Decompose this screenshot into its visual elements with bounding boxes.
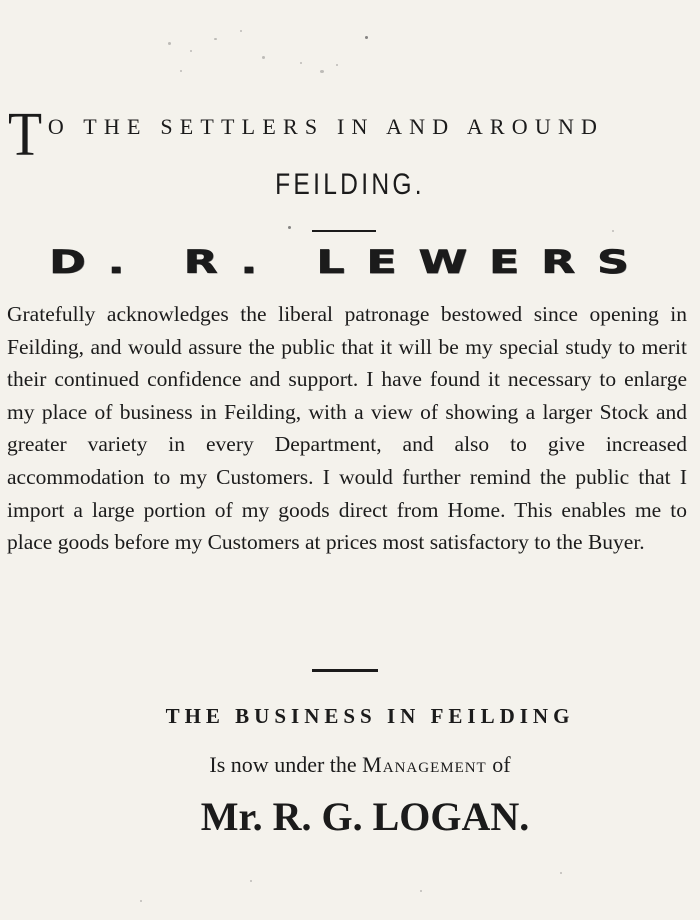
management-prefix: Is now under the xyxy=(209,752,363,777)
manager-name: Mr. R. G. LOGAN. xyxy=(200,794,530,839)
headline xyxy=(8,101,692,169)
business-heading: THE BUSINESS IN FEILDING xyxy=(165,704,575,728)
advert-body-text: Gratefully acknowledges the liberal patronage bestowed since opening in Feilding, and would assure the public that it will be my special study to merit their continued confidence and support. I have found it necessary to enlarge my place of business in Feilding, with a view of showing a larger Stock and greater variety in every Department, and also to give increased accommodation to my Customers. I would further remind the public that I import a large portion of my goods direct from Home. This enables me to place goods before my Customers at prices most satisfactory to the Buyer. xyxy=(7,302,687,555)
town-name: FEILDING. xyxy=(275,168,425,201)
headline-drop-capital: T xyxy=(8,101,43,169)
management-word: Management xyxy=(362,752,487,777)
headline-text: O THE SETTLERS IN AND AROUND xyxy=(47,114,605,139)
short-divider-bottom xyxy=(312,669,378,672)
management-suffix: of xyxy=(486,752,511,777)
merchant-name: D. R. LEWERS xyxy=(49,244,651,281)
short-divider-top xyxy=(312,230,376,232)
management-line xyxy=(0,752,700,778)
